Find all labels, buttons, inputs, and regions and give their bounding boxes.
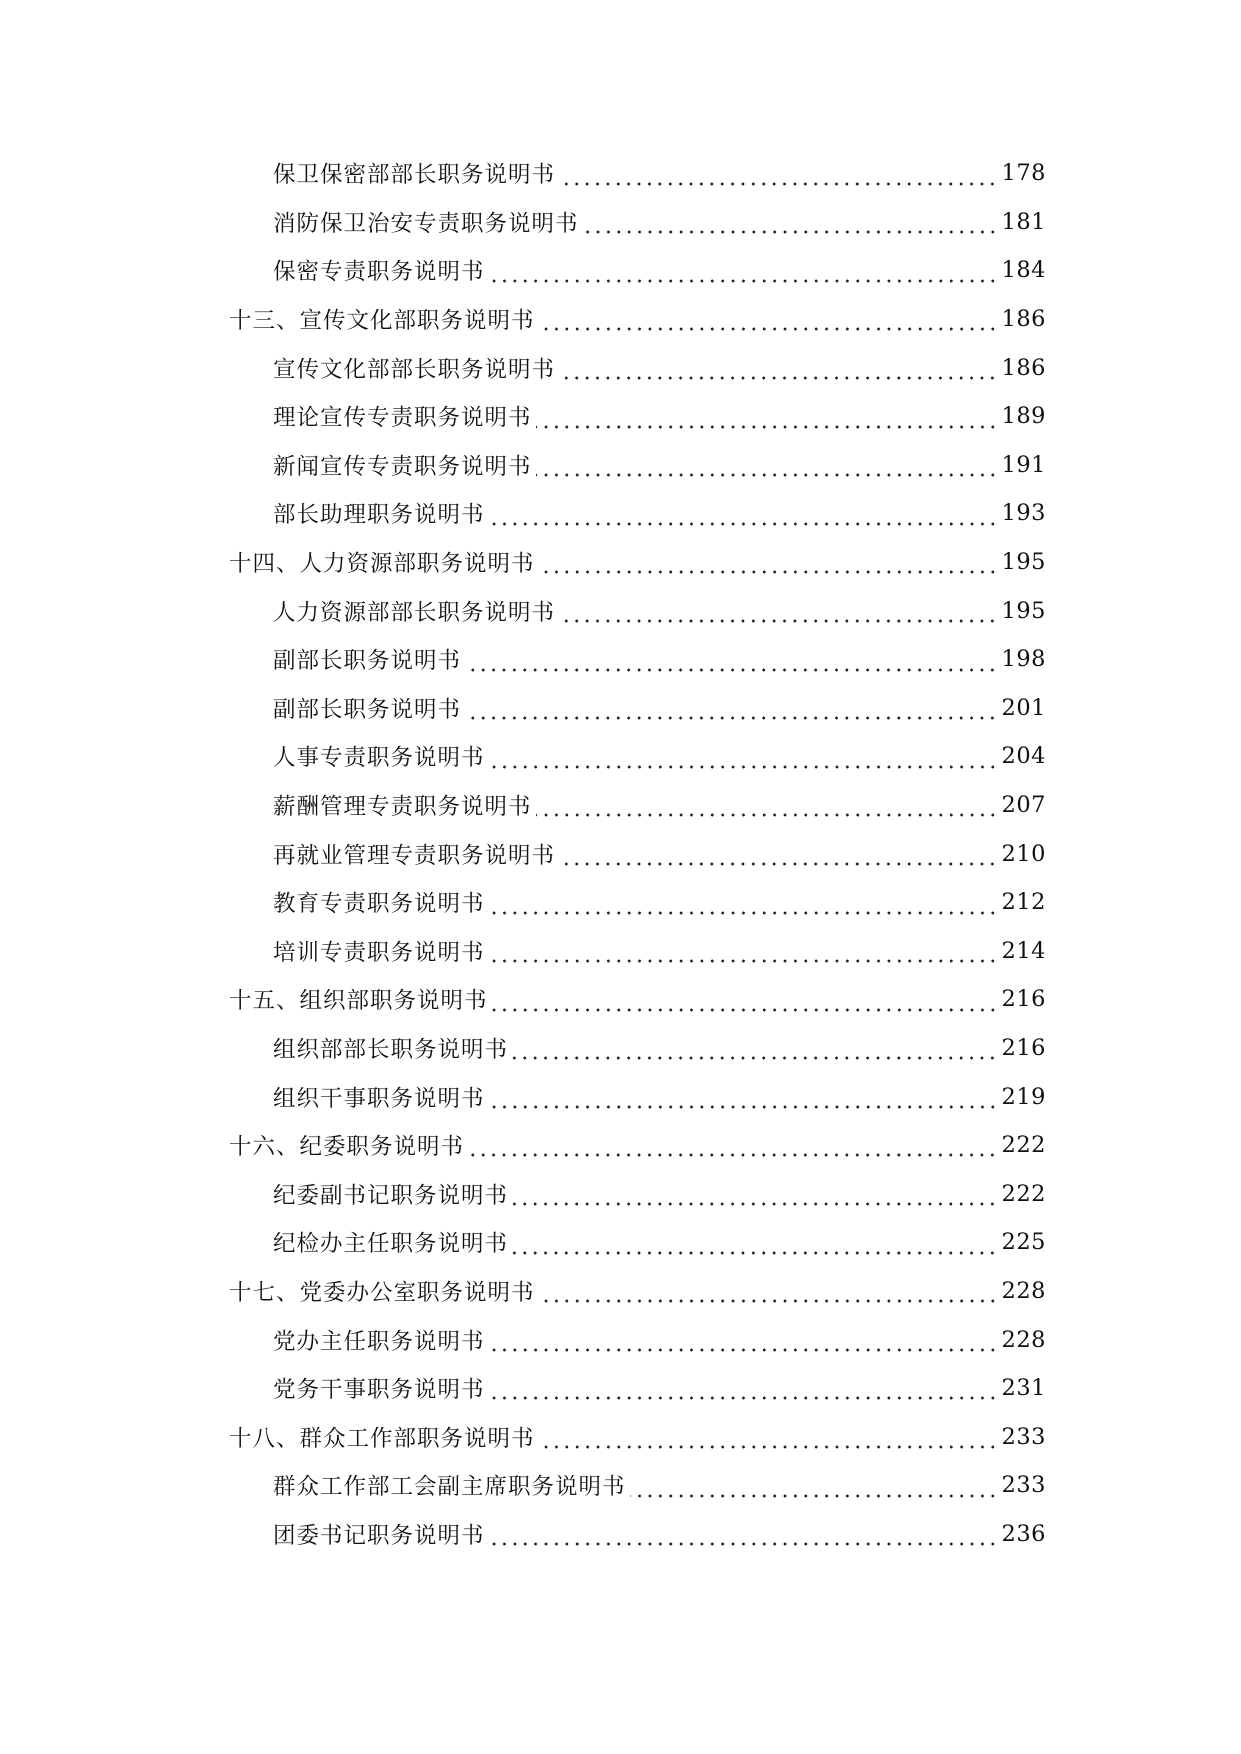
toc-entry-title: 培训专责职务说明书 bbox=[273, 939, 485, 966]
toc-entry-title: 消防保卫治安专责职务说明书 bbox=[273, 210, 579, 237]
toc-entry-title: 组织干事职务说明书 bbox=[273, 1085, 485, 1112]
toc-dot-leader bbox=[559, 601, 998, 623]
toc-subsection-entry[interactable] bbox=[0, 1364, 1046, 1413]
toc-subsection-entry[interactable] bbox=[0, 927, 1046, 976]
toc-subsection-entry[interactable] bbox=[0, 684, 1046, 733]
toc-subsection-entry[interactable] bbox=[0, 586, 1046, 635]
toc-dot-leader bbox=[489, 1330, 998, 1352]
toc-dot-leader bbox=[489, 1087, 998, 1109]
toc-section-entry[interactable] bbox=[0, 1267, 1046, 1316]
toc-entry-title: 保密专责职务说明书 bbox=[273, 259, 485, 286]
toc-entry-title: 教育专责职务说明书 bbox=[273, 891, 485, 918]
toc-page-number: 178 bbox=[1001, 160, 1046, 187]
toc-entry-title: 十七、党委办公室职务说明书 bbox=[229, 1279, 535, 1306]
toc-subsection-entry[interactable] bbox=[0, 635, 1046, 684]
toc-dot-leader bbox=[489, 893, 998, 915]
toc-subsection-entry[interactable] bbox=[0, 441, 1046, 490]
toc-entry-title: 部长助理职务说明书 bbox=[273, 502, 485, 529]
toc-page-number: 219 bbox=[1001, 1083, 1046, 1110]
toc-entry-title: 理论宣传专责职务说明书 bbox=[273, 405, 532, 432]
toc-page-number: 207 bbox=[1001, 792, 1046, 819]
toc-entry-title: 十四、人力资源部职务说明书 bbox=[229, 551, 535, 578]
toc-page-number: 186 bbox=[1001, 354, 1046, 381]
toc-entry-title: 薪酬管理专责职务说明书 bbox=[273, 794, 532, 821]
toc-page-number: 212 bbox=[1001, 889, 1046, 916]
toc-page-number: 204 bbox=[1001, 743, 1046, 770]
toc-entry-title: 纪检办主任职务说明书 bbox=[273, 1231, 509, 1258]
toc-subsection-entry[interactable] bbox=[0, 732, 1046, 781]
toc-entry-title: 群众工作部工会副主席职务说明书 bbox=[273, 1474, 626, 1501]
toc-subsection-entry[interactable] bbox=[0, 829, 1046, 878]
toc-entry-title: 团委书记职务说明书 bbox=[273, 1522, 485, 1549]
toc-page-number: 214 bbox=[1001, 937, 1046, 964]
toc-page-number: 191 bbox=[1001, 451, 1046, 478]
toc-dot-leader bbox=[489, 941, 998, 963]
toc-page-number: 184 bbox=[1001, 257, 1046, 284]
toc-page-number: 222 bbox=[1001, 1180, 1046, 1207]
toc-dot-leader bbox=[539, 1281, 998, 1303]
toc-entry-title: 人事专责职务说明书 bbox=[273, 745, 485, 772]
toc-subsection-entry[interactable] bbox=[0, 781, 1046, 830]
toc-entry-title: 宣传文化部部长职务说明书 bbox=[273, 356, 556, 383]
toc-subsection-entry[interactable] bbox=[0, 878, 1046, 927]
toc-page-number: 231 bbox=[1001, 1375, 1046, 1402]
toc-dot-leader bbox=[489, 261, 998, 283]
toc-subsection-entry[interactable] bbox=[0, 489, 1046, 538]
toc-page-number: 195 bbox=[1001, 549, 1046, 576]
toc-page-number: 193 bbox=[1001, 500, 1046, 527]
toc-page-number: 225 bbox=[1001, 1229, 1046, 1256]
toc-dot-leader bbox=[539, 309, 998, 331]
toc-dot-leader bbox=[539, 552, 998, 574]
toc-dot-leader bbox=[512, 1233, 998, 1255]
toc-entry-title: 党务干事职务说明书 bbox=[273, 1377, 485, 1404]
toc-page-number: 236 bbox=[1001, 1520, 1046, 1547]
toc-page-number: 195 bbox=[1001, 597, 1046, 624]
toc-page-number: 216 bbox=[1001, 986, 1046, 1013]
toc-entry-title: 人力资源部部长职务说明书 bbox=[273, 599, 556, 626]
toc-entry-title: 十八、群众工作部职务说明书 bbox=[229, 1425, 535, 1452]
toc-dot-leader bbox=[559, 844, 998, 866]
toc-section-entry[interactable] bbox=[0, 1121, 1046, 1170]
toc-page-number: 233 bbox=[1001, 1472, 1046, 1499]
toc-entry-title: 副部长职务说明书 bbox=[273, 648, 462, 675]
toc-subsection-entry[interactable] bbox=[0, 1510, 1046, 1559]
toc-page-number: 181 bbox=[1001, 208, 1046, 235]
toc-page-number: 189 bbox=[1001, 403, 1046, 430]
toc-section-entry[interactable] bbox=[0, 1412, 1046, 1461]
toc-entry-title: 纪委副书记职务说明书 bbox=[273, 1182, 509, 1209]
toc-entry-title: 副部长职务说明书 bbox=[273, 696, 462, 723]
toc-page-number: 222 bbox=[1001, 1132, 1046, 1159]
toc-entry-title: 十六、纪委职务说明书 bbox=[229, 1134, 465, 1161]
toc-entry-title: 党办主任职务说明书 bbox=[273, 1328, 485, 1355]
toc-dot-leader bbox=[489, 1378, 998, 1400]
toc-dot-leader bbox=[489, 1524, 998, 1546]
toc-section-entry[interactable] bbox=[0, 538, 1046, 587]
toc-dot-leader bbox=[630, 1476, 998, 1498]
toc-page-number: 198 bbox=[1001, 646, 1046, 673]
toc-subsection-entry[interactable] bbox=[0, 1072, 1046, 1121]
toc-subsection-entry[interactable] bbox=[0, 1218, 1046, 1267]
table-of-contents bbox=[0, 149, 1241, 1558]
toc-subsection-entry[interactable] bbox=[0, 392, 1046, 441]
toc-dot-leader bbox=[512, 1038, 998, 1060]
toc-dot-leader bbox=[559, 164, 998, 186]
toc-page-number: 228 bbox=[1001, 1326, 1046, 1353]
toc-section-entry[interactable] bbox=[0, 295, 1046, 344]
toc-subsection-entry[interactable] bbox=[0, 1024, 1046, 1073]
toc-dot-leader bbox=[465, 650, 998, 672]
toc-subsection-entry[interactable] bbox=[0, 1461, 1046, 1510]
toc-subsection-entry[interactable] bbox=[0, 149, 1046, 198]
toc-entry-title: 十三、宣传文化部职务说明书 bbox=[229, 308, 535, 335]
toc-page-number: 228 bbox=[1001, 1277, 1046, 1304]
toc-page-number: 216 bbox=[1001, 1034, 1046, 1061]
toc-page-number: 210 bbox=[1001, 840, 1046, 867]
toc-dot-leader bbox=[512, 1184, 998, 1206]
toc-dot-leader bbox=[465, 698, 998, 720]
toc-dot-leader bbox=[536, 455, 998, 477]
toc-page-number: 201 bbox=[1001, 694, 1046, 721]
toc-subsection-entry[interactable] bbox=[0, 1169, 1046, 1218]
toc-dot-leader bbox=[492, 990, 998, 1012]
toc-subsection-entry[interactable] bbox=[0, 198, 1046, 247]
toc-dot-leader bbox=[559, 358, 998, 380]
toc-page-number: 186 bbox=[1001, 306, 1046, 333]
toc-dot-leader bbox=[489, 504, 998, 526]
toc-subsection-entry[interactable] bbox=[0, 246, 1046, 295]
toc-entry-title: 组织部部长职务说明书 bbox=[273, 1036, 509, 1063]
toc-dot-leader bbox=[468, 1135, 998, 1157]
toc-entry-title: 十五、组织部职务说明书 bbox=[229, 988, 488, 1015]
toc-section-entry[interactable] bbox=[0, 975, 1046, 1024]
toc-dot-leader bbox=[583, 212, 998, 234]
toc-entry-title: 保卫保密部部长职务说明书 bbox=[273, 162, 556, 189]
toc-dot-leader bbox=[489, 747, 998, 769]
toc-subsection-entry[interactable] bbox=[0, 343, 1046, 392]
toc-dot-leader bbox=[536, 407, 998, 429]
toc-dot-leader bbox=[539, 1427, 998, 1449]
toc-dot-leader bbox=[536, 795, 998, 817]
toc-entry-title: 再就业管理专责职务说明书 bbox=[273, 842, 556, 869]
toc-page-number: 233 bbox=[1001, 1423, 1046, 1450]
toc-entry-title: 新闻宣传专责职务说明书 bbox=[273, 453, 532, 480]
toc-subsection-entry[interactable] bbox=[0, 1315, 1046, 1364]
